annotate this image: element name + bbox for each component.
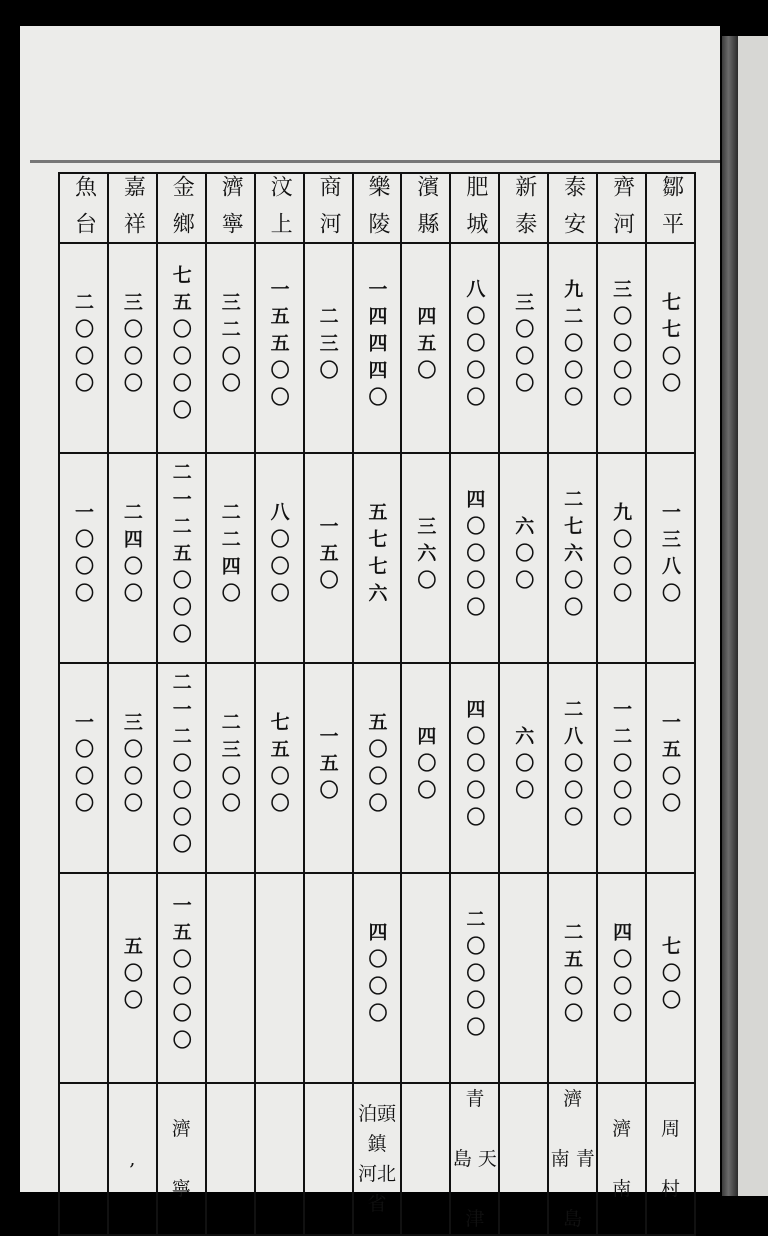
data-cell — [108, 663, 157, 873]
data-cell — [157, 243, 206, 453]
data-cell — [499, 873, 548, 1083]
data-cell — [206, 663, 255, 873]
cell-value: 七〇〇 — [659, 935, 682, 1017]
data-cell — [450, 453, 499, 663]
cell-value: 三〇〇〇 — [120, 712, 143, 820]
cell-value: 二一二〇〇〇〇 — [169, 671, 192, 861]
cell-value: 一〇〇〇 — [71, 712, 94, 820]
county-name: 汶 上 — [267, 174, 293, 238]
note-cell — [157, 1083, 206, 1235]
data-cell — [304, 663, 353, 873]
data-cell — [157, 873, 206, 1083]
destination-note: 青 島 天 津 — [452, 1088, 497, 1230]
cell-value: 四〇〇 — [414, 725, 437, 807]
data-cell — [304, 873, 353, 1083]
cell-value: 一五〇〇 — [659, 712, 682, 820]
county-name: 肥 城 — [462, 174, 488, 238]
note-cell — [304, 1083, 353, 1235]
data-cell — [157, 663, 206, 873]
data-cell — [597, 453, 646, 663]
destination-note: 濟 寧 — [171, 1118, 191, 1200]
data-cell — [597, 243, 646, 453]
header-cell — [108, 173, 157, 243]
data-cell — [206, 243, 255, 453]
cell-value: 二〇〇〇 — [71, 292, 94, 400]
cell-value: 二一二五〇〇〇 — [169, 461, 192, 651]
cell-value: 一三八〇 — [659, 502, 682, 610]
county-name: 商 河 — [316, 174, 342, 238]
cell-value: 四五〇 — [414, 305, 437, 387]
header-cell — [157, 173, 206, 243]
cell-value: 六〇〇 — [512, 515, 535, 597]
county-name: 泰 安 — [560, 174, 586, 238]
data-cell — [548, 873, 597, 1083]
data-cell — [255, 453, 304, 663]
data-cell — [450, 243, 499, 453]
header-cell — [401, 173, 450, 243]
data-cell — [548, 243, 597, 453]
note-cell — [108, 1083, 157, 1235]
county-name: 濟 寧 — [218, 174, 244, 238]
data-cell — [59, 243, 108, 453]
header-cell — [255, 173, 304, 243]
destination-note: , — [129, 1148, 136, 1170]
data-cell — [499, 663, 548, 873]
data-cell — [108, 873, 157, 1083]
cell-value: 一五〇 — [316, 725, 339, 807]
cell-value: 二四〇〇 — [120, 502, 143, 610]
destination-note-row — [59, 1083, 695, 1235]
header-row — [59, 173, 695, 243]
county-name: 新 泰 — [511, 174, 537, 238]
cell-value: 九二〇〇〇 — [561, 278, 584, 414]
cell-value: 一〇〇〇 — [71, 502, 94, 610]
cell-value: 七五〇〇〇〇 — [169, 265, 192, 427]
data-cell — [59, 663, 108, 873]
cell-value: 四〇〇〇 — [610, 922, 633, 1030]
data-row-4 — [59, 873, 695, 1083]
note-cell — [597, 1083, 646, 1235]
county-name: 濱 縣 — [413, 174, 439, 238]
cell-value: 三六〇 — [414, 515, 437, 597]
data-cell — [401, 873, 450, 1083]
data-cell — [646, 453, 695, 663]
data-cell — [304, 453, 353, 663]
data-cell — [108, 243, 157, 453]
county-name: 魚 台 — [71, 174, 97, 238]
data-cell — [304, 243, 353, 453]
cell-value: 一五〇〇〇〇 — [169, 895, 192, 1057]
county-statistics-table — [58, 172, 696, 1236]
cell-value: 三二〇〇 — [218, 292, 241, 400]
county-name: 金 鄉 — [169, 174, 195, 238]
destination-note: 濟 南 青 島 — [550, 1088, 595, 1230]
destination-note: 周 村 — [661, 1118, 681, 1200]
header-cell — [597, 173, 646, 243]
cell-value: 八〇〇〇〇 — [463, 278, 486, 414]
cell-value: 七七〇〇 — [659, 292, 682, 400]
data-row-1 — [59, 243, 695, 453]
note-cell — [206, 1083, 255, 1235]
data-cell — [206, 873, 255, 1083]
cell-value: 四〇〇〇 — [365, 922, 388, 1030]
data-cell — [646, 873, 695, 1083]
top-rule — [30, 160, 720, 163]
cell-value: 七五〇〇 — [267, 712, 290, 820]
header-cell — [548, 173, 597, 243]
data-cell — [499, 453, 548, 663]
data-cell — [157, 453, 206, 663]
header-cell — [499, 173, 548, 243]
cell-value: 一二〇〇〇 — [610, 698, 633, 834]
cell-value: 六〇〇 — [512, 725, 535, 807]
cell-value: 五〇〇 — [120, 935, 143, 1017]
data-cell — [646, 663, 695, 873]
cell-value: 二七六〇〇 — [561, 488, 584, 624]
cell-value: 三〇〇〇〇 — [610, 278, 633, 414]
note-cell — [255, 1083, 304, 1235]
cell-value: 二〇〇〇〇 — [463, 908, 486, 1044]
cell-value: 二三〇〇 — [218, 712, 241, 820]
adjacent-page-strip — [738, 36, 768, 1196]
data-cell — [548, 453, 597, 663]
cell-value: 八〇〇〇 — [267, 502, 290, 610]
note-cell — [353, 1083, 402, 1235]
cell-value: 四〇〇〇〇 — [463, 488, 486, 624]
cell-value: 五七七六 — [365, 502, 388, 610]
book-spine-edge — [722, 36, 738, 1196]
cell-value: 四〇〇〇〇 — [463, 698, 486, 834]
county-name: 嘉 祥 — [120, 174, 146, 238]
data-cell — [59, 453, 108, 663]
note-cell — [646, 1083, 695, 1235]
data-cell — [353, 873, 402, 1083]
header-cell — [206, 173, 255, 243]
cell-value: 三〇〇〇 — [120, 292, 143, 400]
data-cell — [255, 663, 304, 873]
cell-value: 二二四〇 — [218, 502, 241, 610]
data-cell — [255, 243, 304, 453]
note-cell — [450, 1083, 499, 1235]
cell-value: 二三〇 — [316, 305, 339, 387]
cell-value: 一五五〇〇 — [267, 278, 290, 414]
data-cell — [401, 663, 450, 873]
data-cell — [353, 663, 402, 873]
data-row-3 — [59, 663, 695, 873]
data-cell — [59, 873, 108, 1083]
data-cell — [499, 243, 548, 453]
cell-value: 一四四四〇 — [365, 278, 388, 414]
data-cell — [108, 453, 157, 663]
data-cell — [401, 243, 450, 453]
note-cell — [548, 1083, 597, 1235]
header-cell — [59, 173, 108, 243]
data-cell — [646, 243, 695, 453]
header-cell — [304, 173, 353, 243]
data-cell — [255, 873, 304, 1083]
header-cell — [353, 173, 402, 243]
data-cell — [450, 873, 499, 1083]
data-cell — [206, 453, 255, 663]
cell-value: 二五〇〇 — [561, 922, 584, 1030]
county-name: 齊 河 — [609, 174, 635, 238]
county-name: 鄒 平 — [658, 174, 684, 238]
data-cell — [353, 453, 402, 663]
data-cell — [401, 453, 450, 663]
cell-value: 五〇〇〇 — [365, 712, 388, 820]
note-cell — [59, 1083, 108, 1235]
note-cell — [401, 1083, 450, 1235]
destination-note: 泊頭鎮 河北省 — [357, 1103, 396, 1215]
header-cell — [646, 173, 695, 243]
data-cell — [353, 243, 402, 453]
data-cell — [450, 663, 499, 873]
data-row-2 — [59, 453, 695, 663]
header-cell — [450, 173, 499, 243]
data-cell — [597, 663, 646, 873]
cell-value: 九〇〇〇 — [610, 502, 633, 610]
destination-note: 濟 南 — [612, 1118, 632, 1200]
data-cell — [597, 873, 646, 1083]
cell-value: 三〇〇〇 — [512, 292, 535, 400]
note-cell — [499, 1083, 548, 1235]
data-cell — [548, 663, 597, 873]
county-name: 樂 陵 — [364, 174, 390, 238]
cell-value: 一五〇 — [316, 515, 339, 597]
cell-value: 二八〇〇〇 — [561, 698, 584, 834]
